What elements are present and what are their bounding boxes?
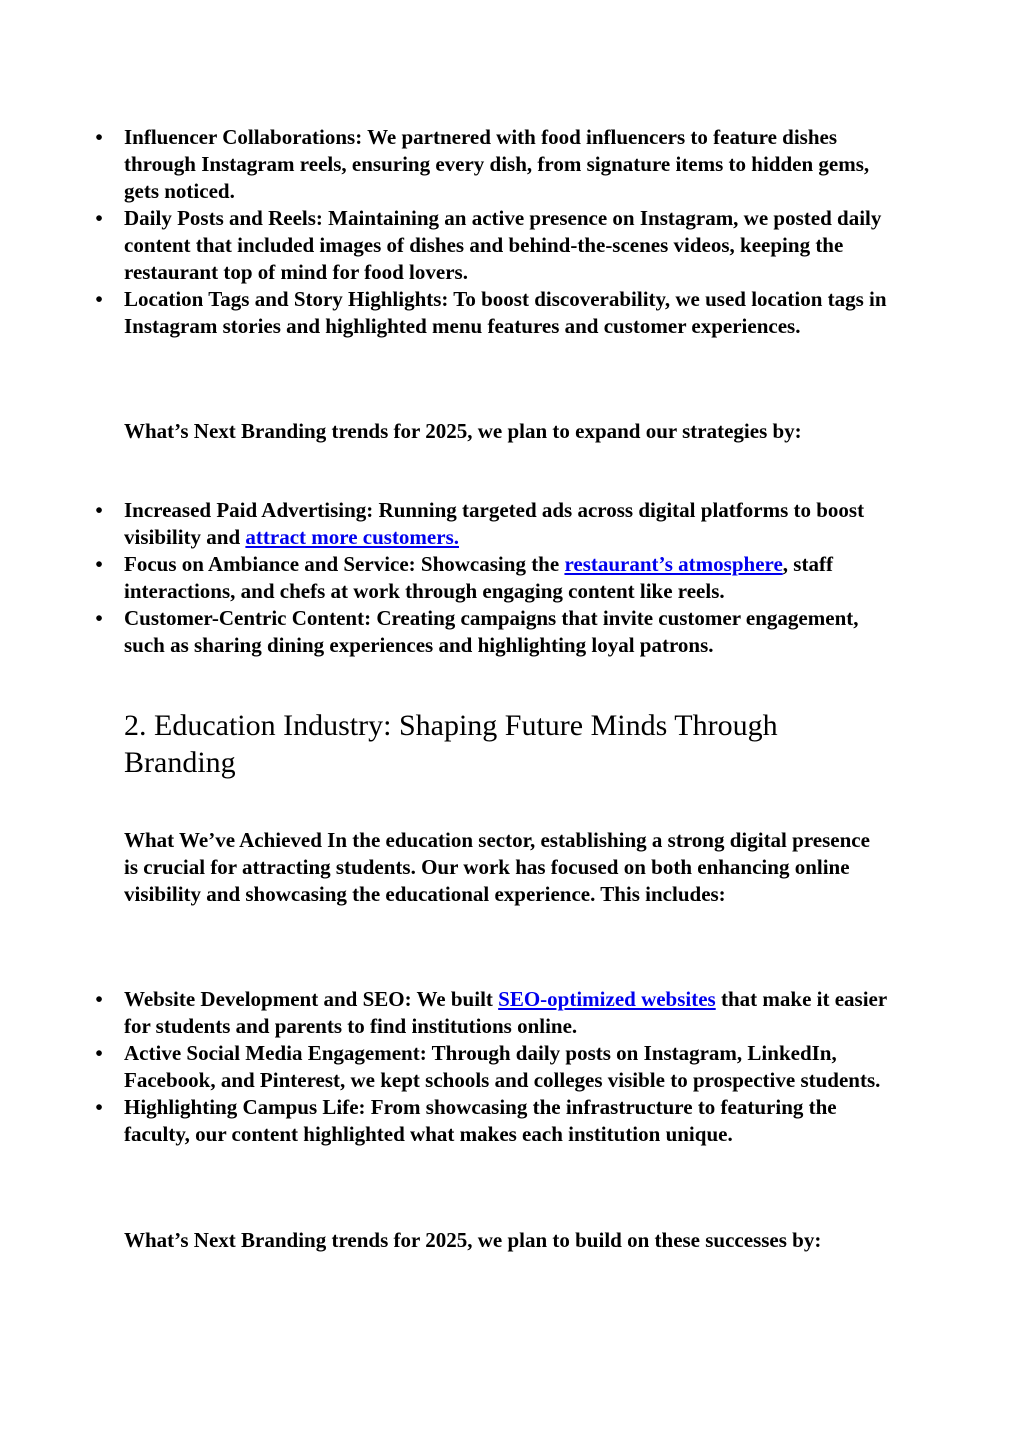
list-item	[95, 1040, 904, 1094]
list-item	[95, 551, 904, 605]
list-item	[95, 497, 904, 551]
whats-next-paragraph-2: What’s Next Branding trends for 2025, we plan to build on these successes by:	[124, 1228, 822, 1252]
restaurant-plans-list	[95, 497, 904, 659]
list-item-text: Influencer Collaborations: We partnered with food influencers to feature dishes through Instagram reels, ensuring every dish, from signature items to hidden gems, gets noticed.	[124, 125, 870, 203]
list-item	[95, 1094, 904, 1148]
seo-websites-link[interactable]: SEO-optimized websites	[498, 987, 716, 1011]
bullet-icon: •	[95, 606, 103, 630]
list-item-text: Increased Paid Advertising: Running targeted ads across digital platforms to boost visibility and	[124, 498, 865, 549]
list-item-text-after: , staff interactions, and chefs at work through engaging content like reels.	[124, 552, 833, 603]
list-item-text: Active Social Media Engagement: Through daily posts on Instagram, LinkedIn, Facebook, and Pinterest, we kept schools and colleges visible to prospective students.	[124, 1041, 881, 1092]
bullet-icon: •	[95, 206, 103, 230]
whats-next-paragraph: What’s Next Branding trends for 2025, we plan to expand our strategies by:	[124, 419, 802, 443]
list-item-text: Highlighting Campus Life: From showcasing the infrastructure to featuring the faculty, our content highlighted what makes each institution unique.	[124, 1095, 837, 1146]
education-section-heading: 2. Education Industry: Shaping Future Minds Through Branding	[124, 709, 778, 779]
bullet-icon: •	[95, 498, 103, 522]
restaurant-achievements-list	[95, 124, 904, 340]
restaurant-atmosphere-link[interactable]: restaurant’s atmosphere	[564, 552, 783, 576]
bullet-icon: •	[95, 125, 103, 149]
list-item	[95, 124, 904, 205]
education-achievements-list	[95, 986, 904, 1148]
list-item-text: Daily Posts and Reels: Maintaining an active presence on Instagram, we posted daily content that included images of dishes and behind-the-scenes videos, keeping the restaurant top of mind for food lovers.	[124, 206, 882, 284]
bullet-icon: •	[95, 1095, 103, 1119]
attract-customers-link[interactable]: attract more customers.	[245, 525, 459, 549]
list-item-text: Focus on Ambiance and Service: Showcasing the	[124, 552, 565, 576]
bullet-icon: •	[95, 287, 103, 311]
list-item	[95, 286, 904, 340]
bullet-icon: •	[95, 552, 103, 576]
list-item-text: Website Development and SEO: We built	[124, 987, 499, 1011]
list-item-text-after: that make it easier for students and parents to find institutions online.	[124, 987, 887, 1038]
bullet-icon: •	[95, 1041, 103, 1065]
list-item-text: Location Tags and Story Highlights: To boost discoverability, we used location tags in Instagram stories and highlighted menu features and customer experiences.	[124, 287, 887, 338]
list-item	[95, 605, 904, 659]
bullet-icon: •	[95, 987, 103, 1011]
education-intro-paragraph: What We’ve Achieved In the education sector, establishing a strong digital presence is crucial for attracting students. Our work has focused on both enhancing online visibility and showcasing the educational experience. This includes:	[124, 828, 870, 906]
list-item-text: Customer-Centric Content: Creating campaigns that invite customer engagement, such as sharing dining experiences and highlighting loyal patrons.	[124, 606, 859, 657]
list-item	[95, 205, 904, 286]
list-item	[95, 986, 904, 1040]
